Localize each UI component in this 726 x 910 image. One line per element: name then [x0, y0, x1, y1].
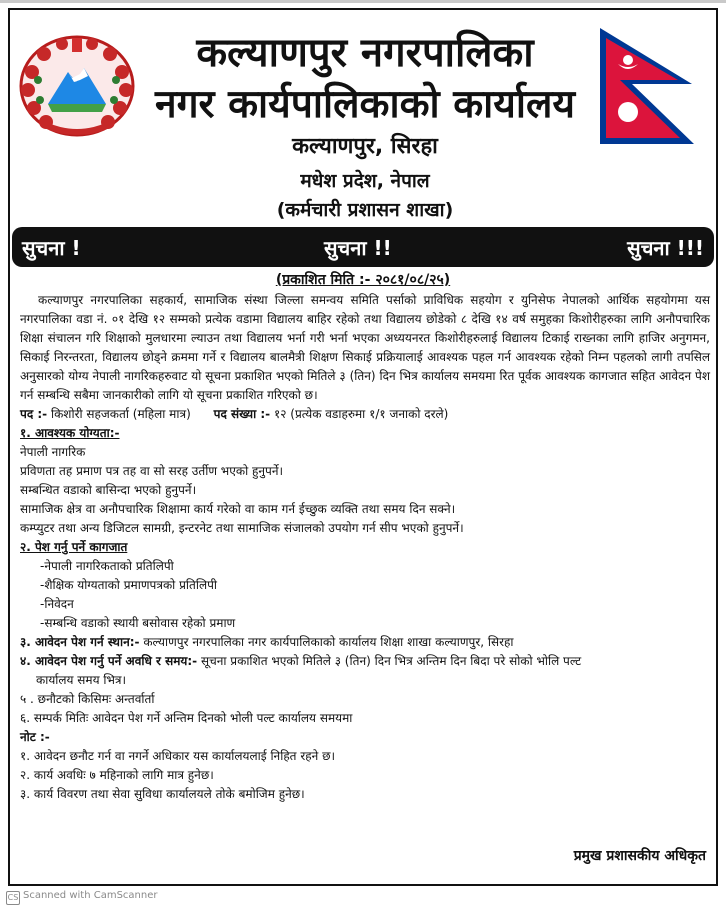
camscanner-logo-icon: CS: [6, 891, 20, 905]
municipality-title: कल्याणपुर नगरपालिका: [196, 30, 534, 76]
notice-body: [20, 291, 710, 804]
footer-text: Scanned with CamScanner: [23, 890, 158, 901]
notice-label-left: सुचना !: [22, 236, 81, 260]
place-label: ३. आवेदन पेश गर्न स्थान:-: [20, 635, 140, 649]
documents-heading: २. पेश गर्नु पर्ने कागजात: [20, 540, 128, 554]
qualification-item: सामाजिक क्षेत्र वा अनौपचारिक शिक्षामा कार्य गरेको वा काम गर्न ईच्छुक व्यक्ति तथा समय दिन सक्ने।: [20, 502, 456, 516]
contact-date: ६. सम्पर्क मितिः आवेदन पेश गर्ने अन्तिम दिनको भोली पल्ट कार्यालय समयमा: [20, 711, 353, 725]
notes-heading: नोट :-: [20, 730, 50, 744]
qualification-item: प्रविणता तह प्रमाण पत्र तह वा सो सरह उर्तीण भएको हुनुपर्ने।: [20, 464, 284, 478]
selection-method: ५ . छनौटको किसिमः अन्तर्वार्ता: [20, 692, 155, 706]
document-item: -निवेदन: [40, 597, 74, 611]
deadline-value: सूचना प्रकाशित भएको मितिले ३ (तिन) दिन भित्र अन्तिम दिन बिदा परे सोको भोलि पल्ट: [197, 654, 582, 668]
post-label: पद :-: [20, 407, 48, 421]
qualification-item: नेपाली नागरिक: [20, 445, 86, 459]
section-title: (कर्मचारी प्रशासन शाखा): [276, 199, 454, 221]
post-count-value: १२ (प्रत्येक वडाहरुमा १/१ जनाको दरले): [270, 407, 449, 421]
qualification-heading: १. आवश्यक योग्यता:-: [20, 426, 120, 440]
application-deadline: [20, 652, 710, 671]
top-edge-line: [0, 0, 726, 3]
post-value: किशोरी सहजकर्ता (महिला मात्र): [47, 407, 191, 421]
province-title: मधेश प्रदेश, नेपाल: [300, 170, 430, 192]
notice-label-right: सुचना !!!: [627, 236, 704, 260]
qualification-item: सम्बन्धित वडाको बासिन्दा भएको हुनुपर्ने।: [20, 483, 197, 497]
publication-date: (प्रकाशित मिति :- २०८१/०८/२५): [275, 272, 451, 288]
intro-paragraph: कल्याणपुर नगरपालिका सहकार्य, सामाजिक संस्था जिल्ला समन्वय समिति पर्साको प्राविधिक सहयोग र युनिसेफ नेपालको आर्थिक सहयोगमा यस नगरपालिका वडा नं. ०१ देखि १२ सम्मको प्रत्येक वडामा विद्यालय बाहिर रहेको तथा विद्यालय छोडेको ८ देखि १४ वर्ष समुहका किशोरीहरुका लागि अनौपचारिक शिक्षा संचालन गरि शिक्षाको मुलधारमा ल्याउन तथा विद्यालय भर्ना गरी भर्ना भएका अध्ययनरत किशोरीहरुलाई विद्यालय टिकाई राख्नका लागि हाजिर अनुगमन, सिकाई निरन्तरता, विद्यालय छोड्ने क्रममा गर्ने र विद्यालय बालमैत्री शिक्षण सिकाई प्रक्रियालाई आवश्यक पहल गर्न आवश्यक रहेको निम्न पहलको लागी तपसिल अनुसारको योग्य नेपाली नागरिकहरुवाट यो सूचना प्रकाशित भएको मितिले ३ (तिन) दिन भित्र कार्यालय समयमा रित पूर्वक आवश्यक कागजात सहित आवेदन पेश गर्न सम्बन्धि सबैमा जानकारीको लागि यो सूचना प्रकाशित गरिएको छ।: [20, 293, 710, 402]
nepal-government-emblem-icon: [18, 34, 136, 138]
notice-bar: [12, 227, 714, 267]
nepal-flag-icon: [596, 26, 700, 148]
office-title: नगर कार्यपालिकाको कार्यालय: [154, 82, 576, 127]
note-item: ३. कार्य विवरण तथा सेवा सुविधा कार्यालयले तोके बमोजिम हुनेछ।: [20, 787, 305, 801]
note-item: १. आवेदन छनौट गर्न वा नगर्ने अधिकार यस कार्यालयलाई निहित रहने छ।: [20, 749, 336, 763]
note-item: २. कार्य अवधिः ७ महिनाको लागि मात्र हुनेछ।: [20, 768, 214, 782]
qualification-item: कम्प्युटर तथा अन्य डिजिटल सामग्री, इन्टरनेट तथा सामाजिक संजालको उपयोग गर्न सीप भएको हुनुपर्ने।: [20, 521, 464, 535]
document-item: -शैक्षिक योग्यताको प्रमाणपत्रको प्रतिलिपी: [40, 578, 218, 592]
scanner-footer: [6, 890, 158, 905]
post-count-label: पद संख्या :-: [213, 407, 271, 421]
post-line: [20, 405, 710, 424]
document-item: -नेपाली नागरिकताको प्रतिलिपी: [40, 559, 174, 573]
notice-label-center: सुचना !!: [324, 236, 392, 260]
document-item: -सम्बन्धि वडाको स्थायी बसोवास रहेको प्रमाण: [40, 616, 236, 630]
signature-title: प्रमुख प्रशासकीय अधिकृत: [573, 848, 706, 864]
application-place: [20, 633, 710, 652]
place-value: कल्याणपुर नगरपालिका नगर कार्यपालिकाको कार्यालय शिक्षा शाखा कल्याणपुर, सिरहा: [139, 635, 514, 649]
location-title: कल्याणपुर, सिरहा: [292, 134, 438, 159]
deadline-label: ४. आवेदन पेश गर्नु पर्ने अवधि र समय:-: [20, 654, 198, 668]
deadline-continuation: कार्यालय समय भित्र।: [36, 673, 127, 687]
